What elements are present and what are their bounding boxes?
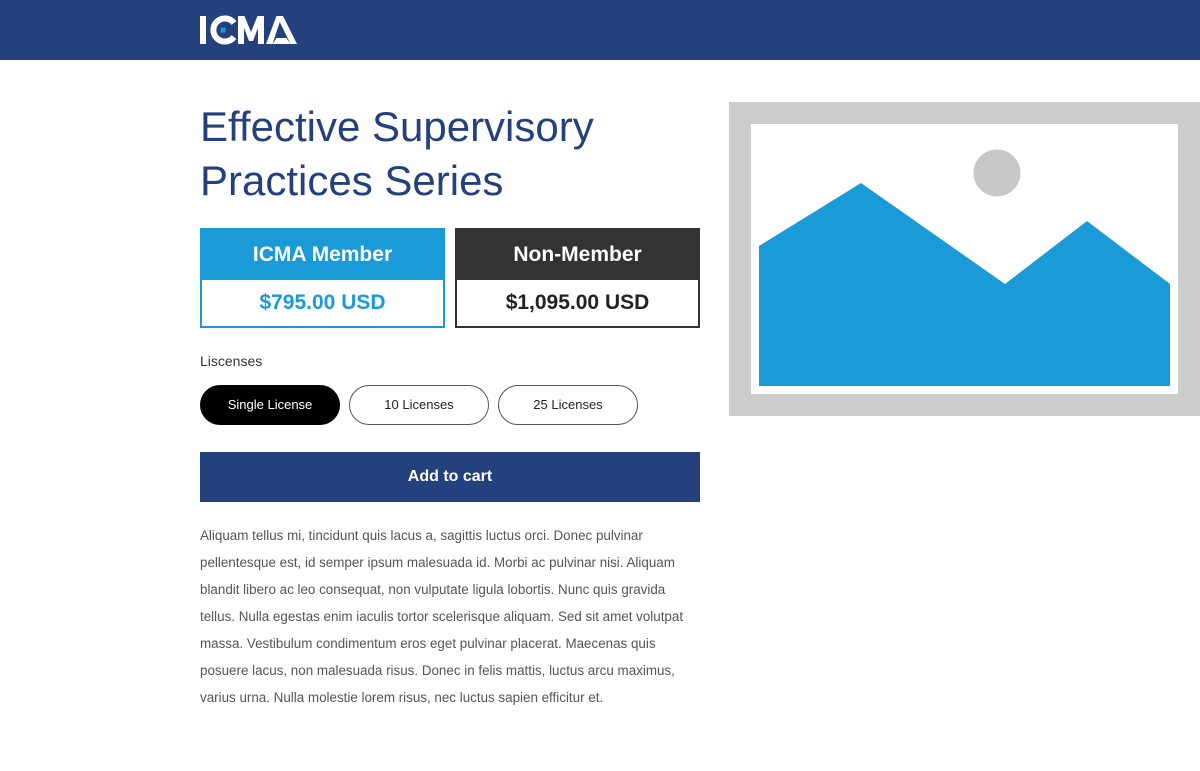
nonmember-price-label: Non-Member: [457, 230, 698, 280]
licenses-label: Liscenses: [200, 353, 263, 369]
member-price-value: $795.00 USD: [259, 291, 386, 314]
member-price-label: ICMA Member: [202, 230, 443, 280]
product-image-placeholder: [729, 102, 1200, 416]
license-option-25[interactable]: 25 Licenses: [498, 385, 638, 425]
product-description: Aliquam tellus mi, tincidunt quis lacus a, sagittis luctus orci. Donec pulvinar pellentesque est, id semper ipsum malesuada id. Morbi ac pulvinar nisi. Aliquam blandit libero ac leo consequat, non vulputate ligula lobortis. Nunc quis gravida tellus. Nulla egestas enim iaculis tortor scelerisque aliquam. Sed sit amet volutpat massa. Vestibulum condimentum eros eget pulvinar placerat. Maecenas quis posuere lacus, non malesuada risus. Donec in felis mattis, luctus arcu maximus, varius urna. Nulla molestie lorem risus, nec luctus sapien efficitur et.: [200, 528, 684, 705]
add-to-cart-button[interactable]: Add to cart: [200, 452, 700, 502]
top-navigation-bar: [0, 0, 1200, 60]
nonmember-price-value: $1,095.00 USD: [505, 291, 650, 314]
license-option-10[interactable]: 10 Licenses: [349, 385, 489, 425]
icma-logo[interactable]: [200, 15, 298, 45]
license-option-single[interactable]: Single License: [200, 385, 340, 425]
icma-logo-mark: [200, 15, 298, 45]
nonmember-price-card[interactable]: [455, 228, 700, 328]
product-title: Effective Supervisory Practices Series: [200, 103, 594, 204]
image-placeholder-icon: [729, 102, 1200, 416]
member-price-card[interactable]: [200, 228, 445, 328]
